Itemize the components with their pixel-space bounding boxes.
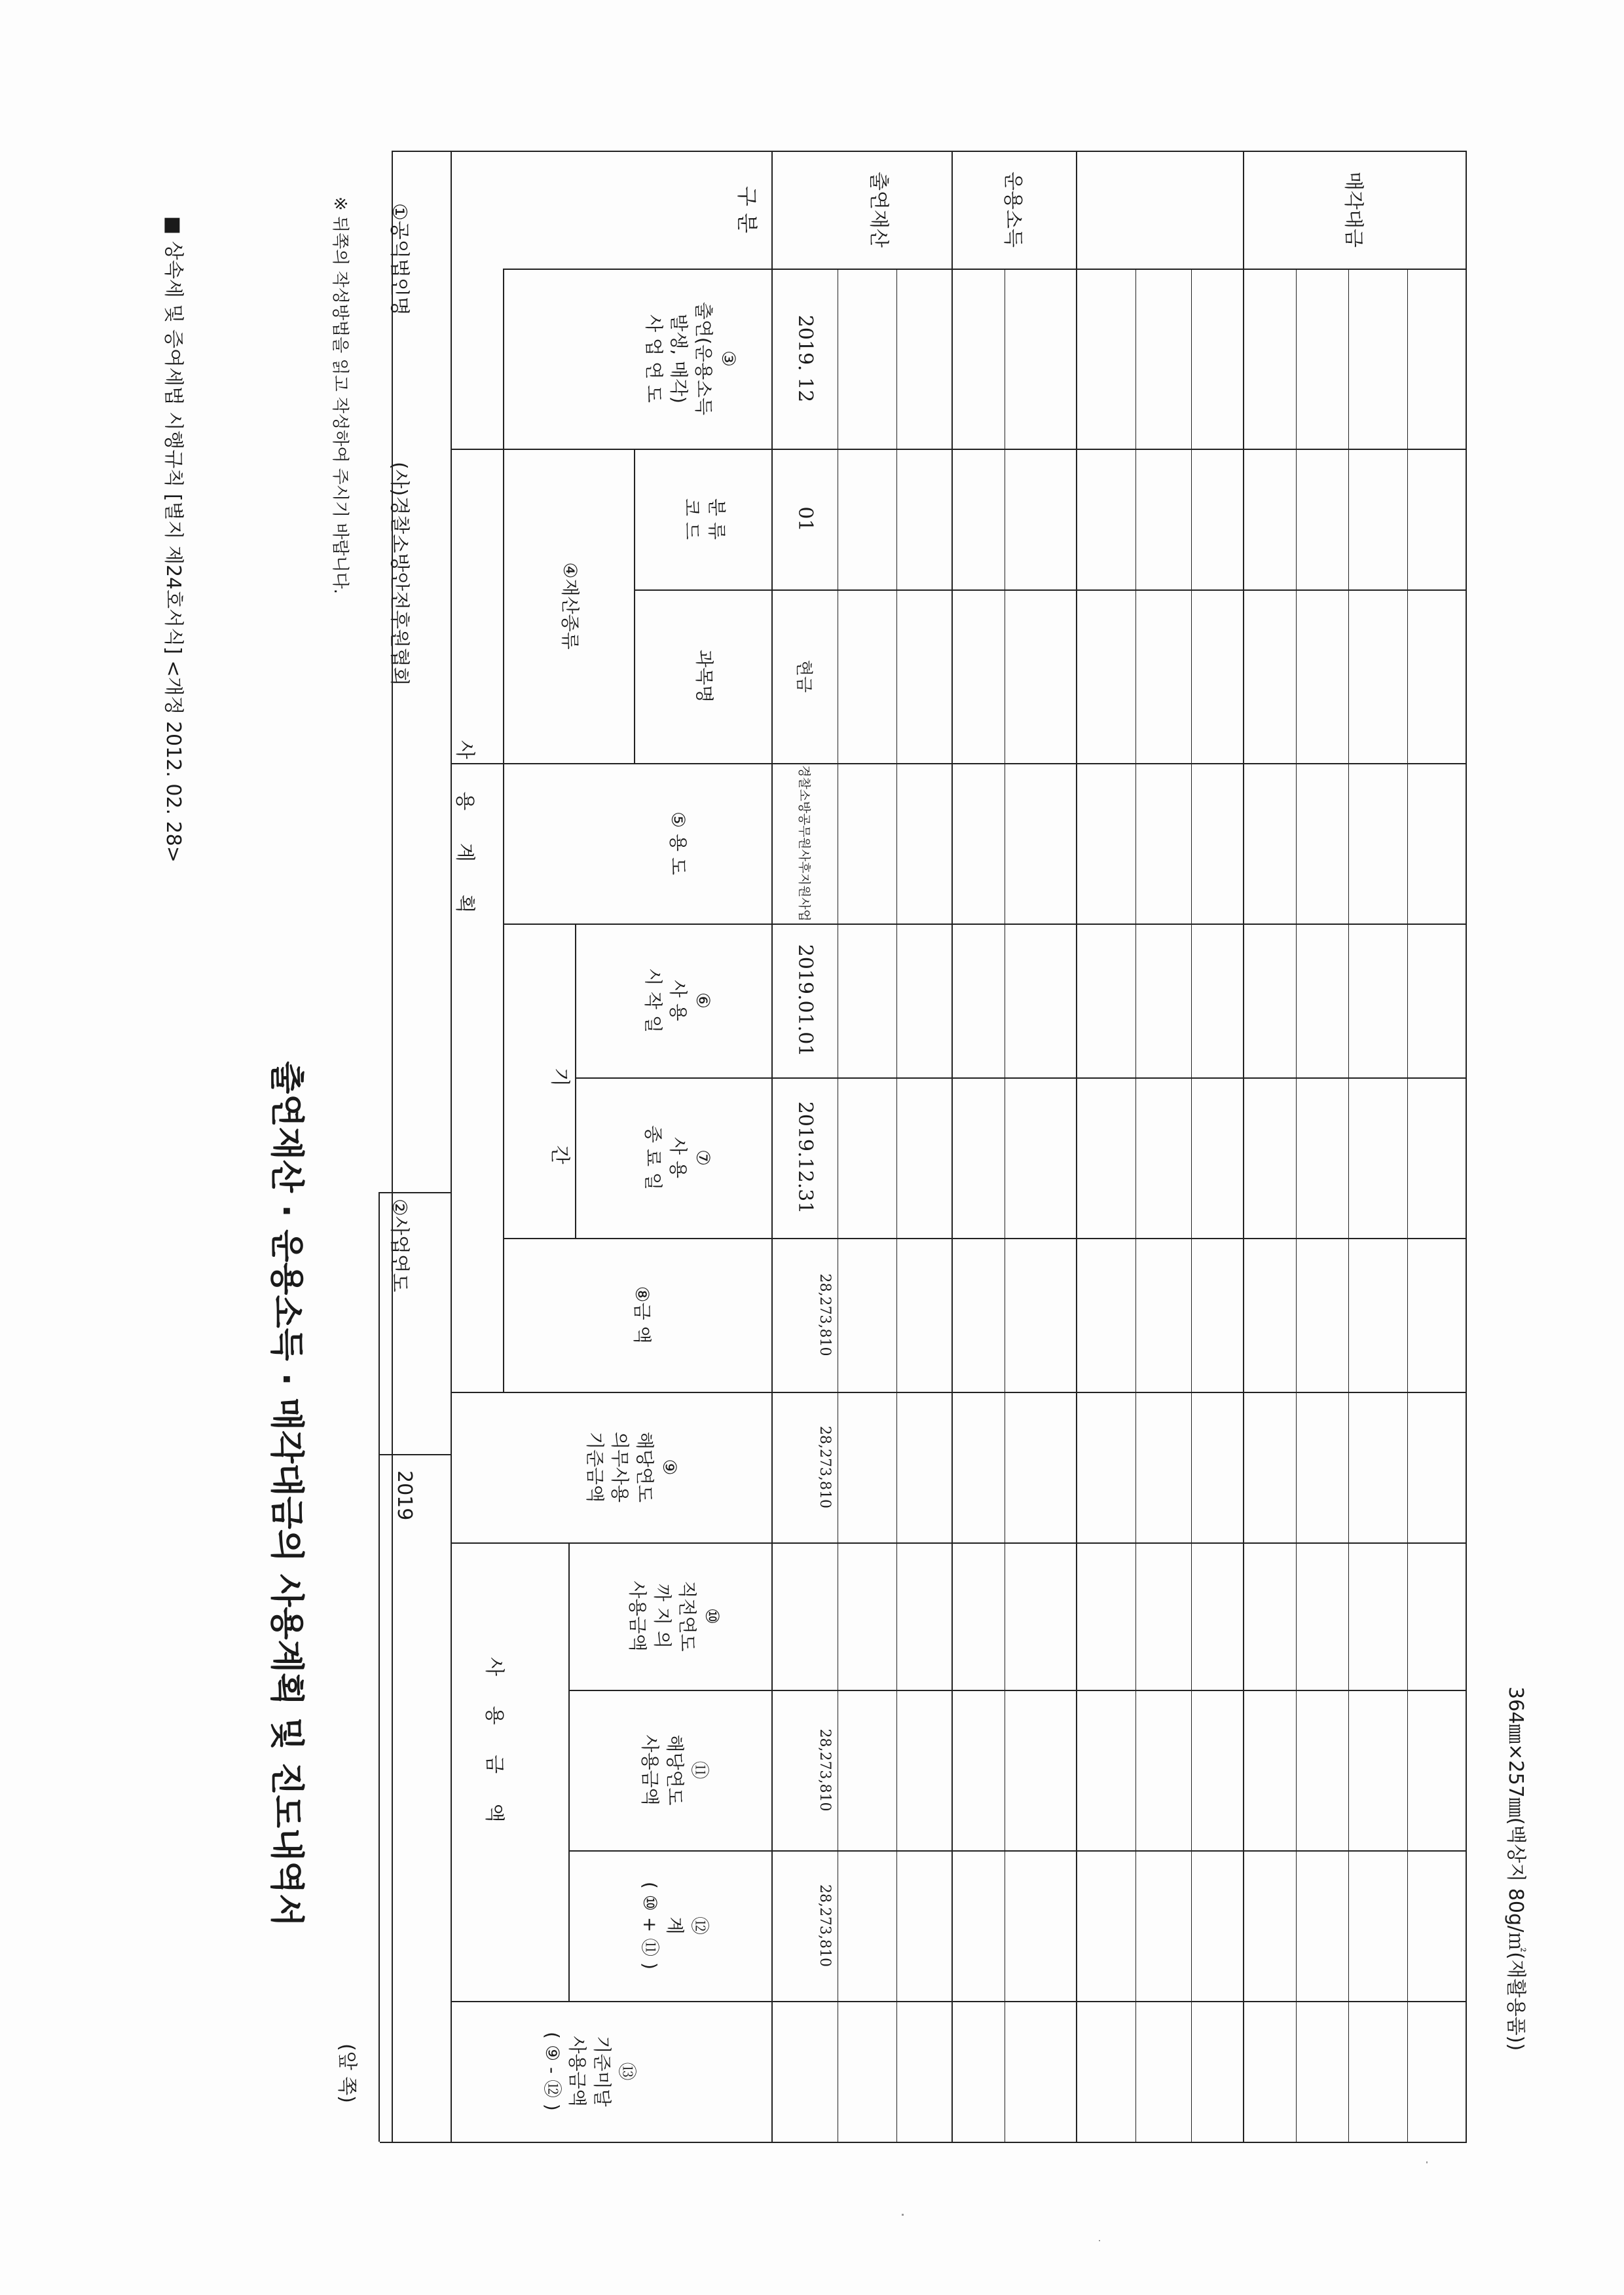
header-prev-amount: ⑩ 직전연도 까 지 의 사용금액 — [627, 1580, 723, 1652]
year-value: 2019 — [393, 1470, 416, 1521]
header-code: 분 류 코 드 — [681, 498, 728, 540]
section-sale-proceeds: 매각대금 — [1342, 172, 1365, 248]
instruction-note: ※ 뒤쪽의 작성방법을 읽고 작성하여 주시기 바랍니다. — [330, 196, 350, 595]
cell-subject: 현금 — [794, 660, 814, 693]
header-start-date: ⑥ 사 용 시 작 일 — [642, 968, 714, 1033]
page-side-label: (앞 쪽) — [335, 2043, 358, 2103]
year-label: ②사업연도 — [388, 1199, 411, 1292]
section-operating-income: 운용소득 — [1001, 172, 1024, 248]
section-donated-assets: 출연재산 — [867, 172, 890, 248]
header-base-amount: ⑨ 해당연도 의무사용 기준금액 — [584, 1431, 680, 1503]
paper-spec-footer: 364㎜×257㎜(백상지 80g/㎡(재활용품)) — [1504, 1687, 1527, 2051]
header-asset-type: ④재산종류 — [559, 562, 581, 650]
cell-end-date: 2019.12.31 — [794, 1101, 817, 1214]
cell-prev-amount — [799, 1542, 851, 1690]
header-end-date: ⑦ 사 용 종 료 일 — [642, 1125, 714, 1190]
header-amount: ⑧금 액 — [631, 1286, 653, 1344]
header-purpose: ⑤ 용 도 — [667, 812, 689, 875]
group-usage-plan: 사 용 계 획 — [453, 740, 476, 927]
document-title: 출연재산 · 운용소득 · 매각대금의 사용계획 및 진도내역서 — [267, 1061, 306, 1927]
header-total: ⑫ 계 ( ⑩ + ⑪ ) — [639, 1881, 710, 1969]
cell-code: 01 — [794, 506, 817, 532]
header-shortfall: ⑬ 기준미달 사용금액 ( ⑨ - ⑫ ) — [542, 2032, 638, 2111]
org-name-label: ①공익법인명 — [388, 203, 411, 316]
header-year: ③ 출연(운용소득 발생, 매각) 사 업 연 도 — [643, 301, 739, 416]
group-usage-amount: 사 용 금 액 — [483, 1657, 506, 1835]
cell-start-date: 2019.01.01 — [794, 944, 817, 1057]
header-subject: 과목명 — [693, 649, 715, 703]
cell-base-amount: 28,273,810 — [817, 1426, 834, 1508]
cell-purpose: 경찰소방공무원사후지원사업 — [797, 765, 812, 922]
form-reference: ■ 상속세 및 증여세법 시행규칙 [별지 제24호서식] <개정 2012. 02. 28> — [162, 216, 185, 863]
header-current-amount: ⑪ 해당연도 사용금액 — [639, 1734, 710, 1806]
cell-year: 2019. 12 — [794, 314, 817, 403]
cell-shortfall — [799, 2001, 851, 2142]
cell-amount: 28,273,810 — [817, 1273, 834, 1356]
group-period: 기 간 — [548, 1068, 571, 1191]
header-gubun: 구 분 — [734, 186, 760, 233]
org-name-value: (사)경찰소방안전후원협회 — [388, 462, 411, 686]
cell-total: 28,273,810 — [817, 1884, 834, 1967]
cell-current-amount: 28,273,810 — [817, 1728, 834, 1812]
